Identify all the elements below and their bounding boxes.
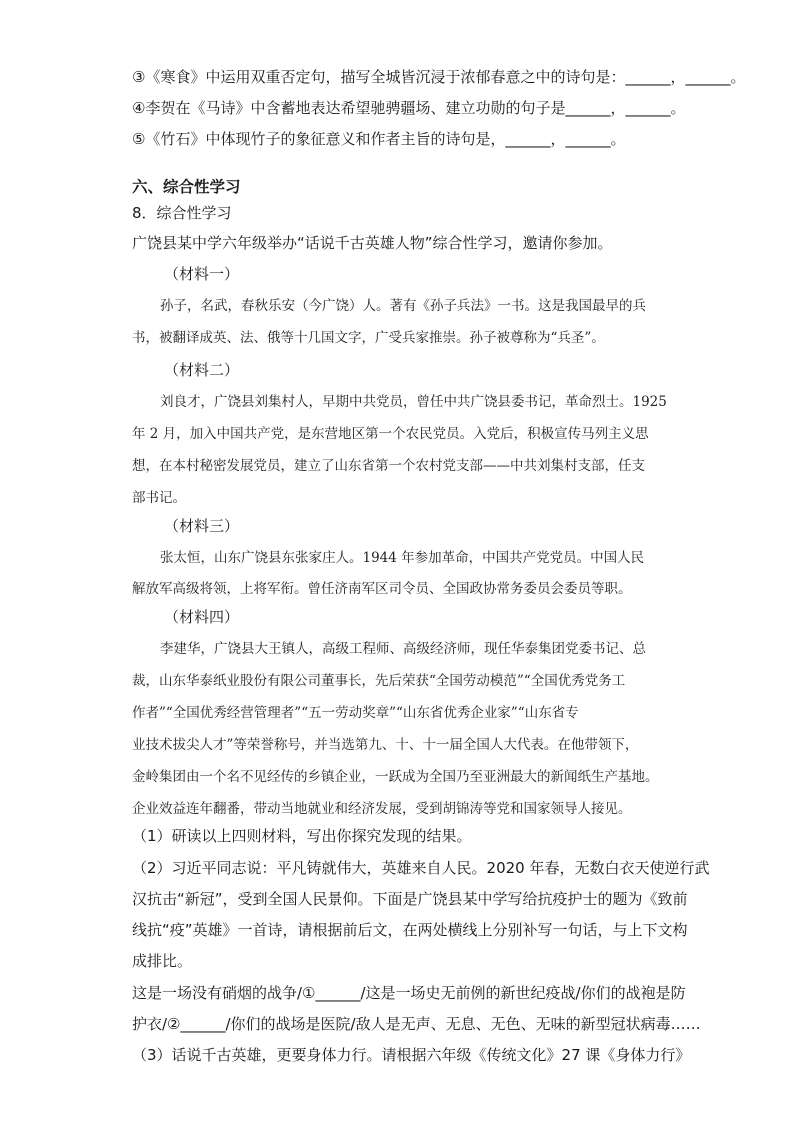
subquestion-2: 汉抗击“新冠”，受到全国人民景仰。下面是广饶县某中学写给抗疫护士的题为《致前	[132, 890, 688, 908]
material-3-text: 张太恒，山东广饶县东张家庄人。1944 年参加革命，中国共产党党员。中国人民	[160, 550, 645, 566]
material-4-text: 李建华，广饶县大王镇人，高级工程师、高级经济师，现任华泰集团党委书记、总	[160, 641, 646, 657]
question-line-3: ③《寒食》中运用双重否定句，描写全城皆沉浸于浓郁春意之中的诗句是：______，______。	[132, 68, 746, 86]
subquestion-3: （3）话说千古英雄，更要身体力行。请根据六年级《传统文化》27 课《身体力行》	[132, 1046, 691, 1064]
material-3-text: 解放军高级将领，上将军衔。曾任济南军区司令员、全国政协常务委员会委员等职。	[132, 581, 632, 597]
material-4-label: （材料四）	[164, 608, 240, 626]
material-2-text: 刘良才，广饶县刘集村人，早期中共党员，曾任中共广饶县委书记，革命烈士。1925	[160, 394, 667, 410]
material-4-text: 作者”“全国优秀经营管理者”“五一劳动奖章”“山东省优秀企业家”“山东省专	[132, 705, 579, 721]
material-2-text: 年 2 月，加入中国共产党，是东营地区第一个农民党员。入党后，积极宣传马列主义思	[132, 426, 649, 442]
subquestion-1: （1）研读以上四则材料，写出你探究发现的结果。	[132, 827, 472, 845]
material-2-label: （材料二）	[164, 361, 240, 379]
material-3-label: （材料三）	[164, 517, 240, 535]
intro-text: 广饶县某中学六年级举办“话说千古英雄人物”综合性学习，邀请你参加。	[132, 234, 613, 252]
question-line-4: ④李贺在《马诗》中含蓄地表达希望驰骋疆场、建立功勋的句子是______，______。	[132, 99, 686, 117]
question-number: 8．综合性学习	[132, 204, 232, 222]
question-line-5: ⑤《竹石》中体现竹子的象征意义和作者主旨的诗句是，______，______。	[132, 130, 626, 148]
material-4-text: 业技术拔尖人才”等荣誉称号，并当选第九、十、十一届全国人大代表。在他带领下，	[132, 737, 639, 753]
material-2-text: 想，在本村秘密发展党员，建立了山东省第一个农村党支部——中共刘集村支部，任支	[132, 458, 645, 474]
material-2-text: 部书记。	[132, 490, 186, 506]
material-1-label: （材料一）	[164, 265, 240, 283]
subquestion-2: 线抗“疫”英雄》一首诗，请根据前后文，在两处横线上分别补写一句话，与上下文构	[132, 921, 688, 939]
material-4-text: 金岭集团由一个名不见经传的乡镇企业，一跃成为全国乃至亚洲最大的新闻纸生产基地。	[132, 769, 659, 785]
poem-line: 这是一场没有硝烟的战争/①______/这是一场史无前例的新世纪疫战/你们的战袍是防	[132, 984, 686, 1002]
poem-line: 护衣/②______/你们的战场是医院/敌人是无声、无息、无色、无味的新型冠状病毒……	[132, 1015, 701, 1033]
material-1-text: 书，被翻译成英、法、俄等十几国文字，广受兵家推崇。孙子被尊称为“兵圣”。	[132, 330, 605, 346]
section-heading: 六、综合性学习	[132, 178, 241, 196]
material-1-text: 孙子，名武，春秋乐安（今广饶）人。著有《孙子兵法》一书。这是我国最早的兵	[160, 298, 646, 314]
material-4-text: 企业效益连年翻番，带动当地就业和经济发展，受到胡锦涛等党和国家领导人接见。	[132, 801, 632, 817]
subquestion-2: 成排比。	[132, 952, 193, 970]
material-4-text: 裁，山东华泰纸业股份有限公司董事长，先后荣获“全国劳动模范”“全国优秀党务工	[132, 673, 626, 689]
subquestion-2: （2）习近平同志说：平凡铸就伟大，英雄来自人民。2020 年春，无数白衣天使逆行武	[132, 859, 710, 877]
